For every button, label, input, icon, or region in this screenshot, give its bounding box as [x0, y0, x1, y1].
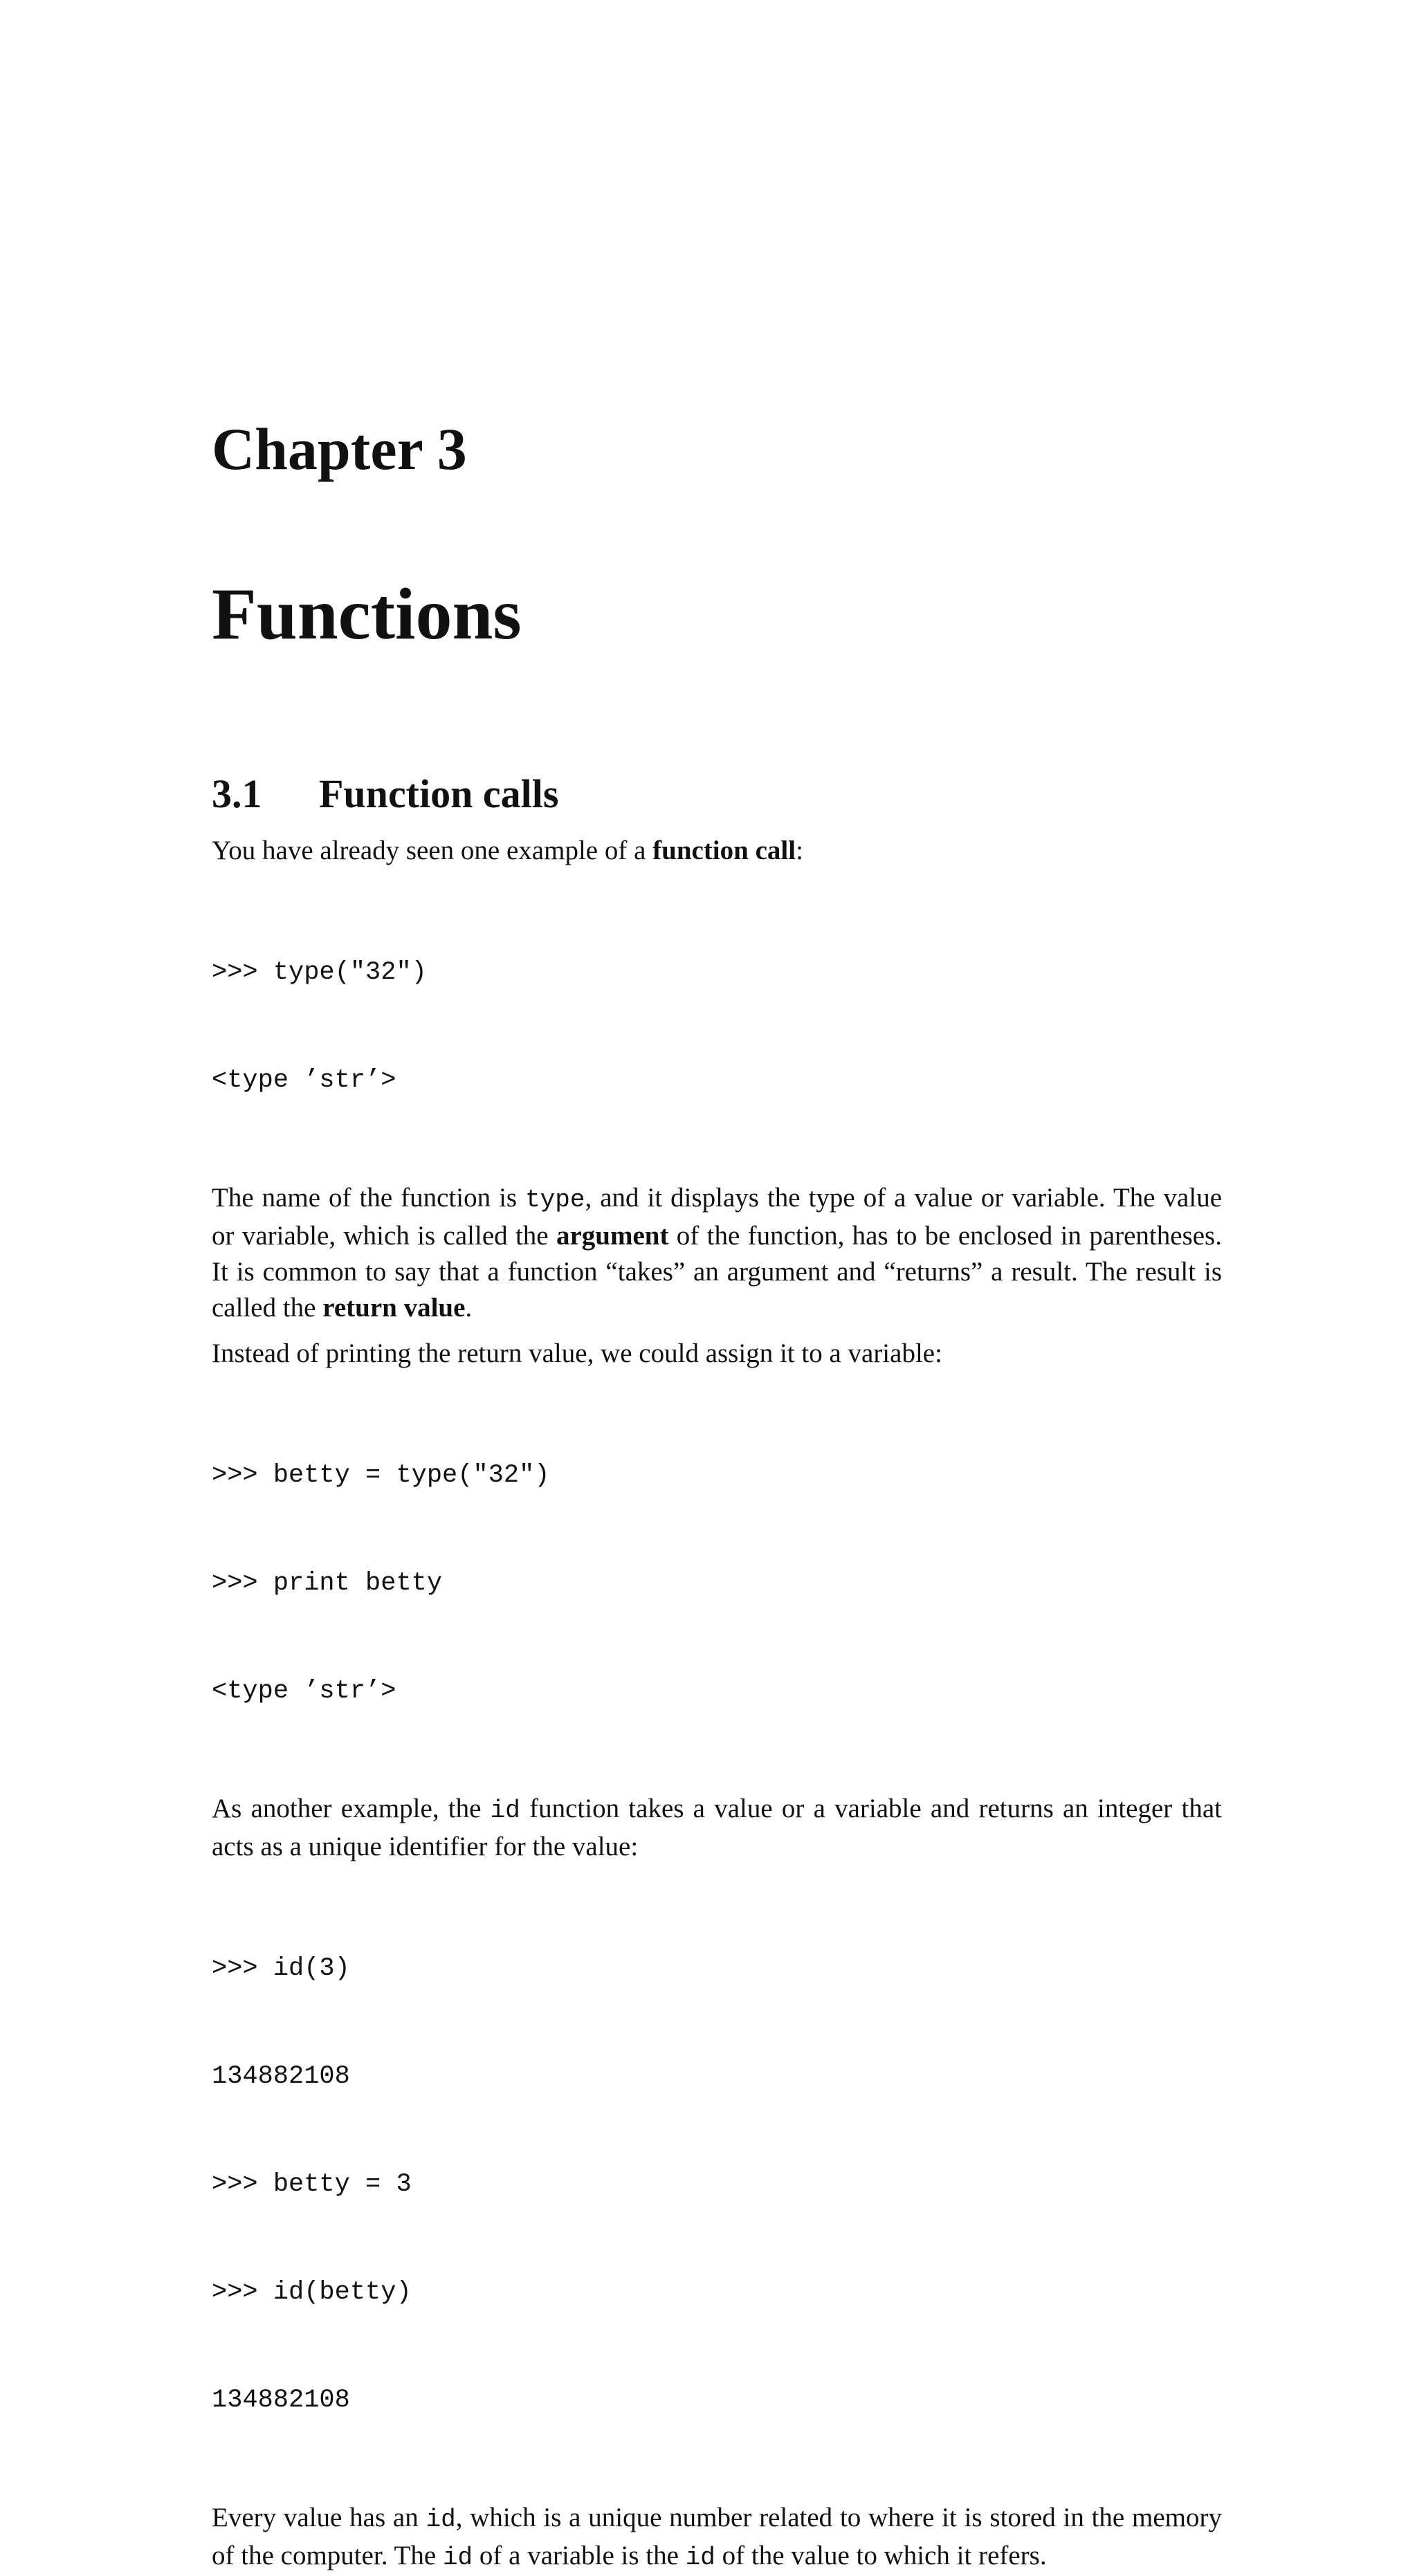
text-run: , and it displays the type of a value or variable. The value or variable, which is called the [212, 1183, 1223, 1251]
code-line: >>> id(betty) [212, 2278, 412, 2307]
text-run: of the function, has to be enclosed in parentheses. It is common to say that a function “takes” an argument and “returns” a result. The result is called the [212, 1221, 1222, 1323]
paragraph-argument [212, 1180, 1222, 1326]
paragraph-id-function [212, 1791, 1222, 1865]
inline-code-id: id [685, 2543, 715, 2572]
code-line: 134882108 [212, 2386, 350, 2415]
text-run: You have already seen one example of a [212, 836, 653, 865]
text-run: of a variable is the [473, 2541, 686, 2570]
text-run: : [796, 836, 803, 865]
term-function-call: function call [652, 836, 796, 865]
code-line: >>> type("32") [212, 958, 427, 987]
term-return-value: return value [322, 1293, 466, 1323]
inline-code-id: id [442, 2543, 473, 2572]
code-line: >>> print betty [212, 1569, 443, 1598]
section-heading [212, 766, 1222, 822]
code-line: 134882108 [212, 2062, 350, 2091]
text-run: . [465, 1293, 473, 1323]
text-run: Every value has an [212, 2503, 426, 2532]
page-content [212, 408, 1222, 2576]
code-line: <type ’str’> [212, 1066, 396, 1095]
paragraph-intro [212, 833, 1222, 869]
text-run: The name of the function is [212, 1183, 526, 1213]
paragraph-id-memory [212, 2500, 1222, 2576]
text-run: function takes a value or a variable and returns an integer that acts as a unique identifier for the value: [212, 1794, 1222, 1861]
section-number: 3.1 [212, 771, 262, 816]
inline-code-type: type [525, 1186, 585, 1214]
code-block-type [212, 883, 1222, 1170]
code-line: >>> betty = 3 [212, 2170, 412, 2199]
inline-code-id: id [490, 1796, 520, 1825]
code-block-betty [212, 1386, 1222, 1781]
code-line: >>> id(3) [212, 1954, 350, 1983]
chapter-title: Functions [212, 573, 522, 654]
inline-code-id: id [426, 2505, 456, 2534]
code-block-id [212, 1879, 1222, 2490]
chapter-label: Chapter 3 [212, 416, 467, 482]
code-line: <type ’str’> [212, 1677, 396, 1706]
text-run: As another example, the [212, 1794, 491, 1823]
text-run: of the value to which it refers. [715, 2541, 1047, 2570]
text-run: , which is a unique number related to where it is stored in the memory of the computer. The [212, 2503, 1222, 2570]
paragraph-assign: Instead of printing the return value, we could assign it to a variable: [212, 1338, 942, 1368]
section-title: Function calls [319, 771, 559, 816]
term-argument: argument [556, 1221, 669, 1251]
code-line: >>> betty = type("32") [212, 1461, 550, 1490]
